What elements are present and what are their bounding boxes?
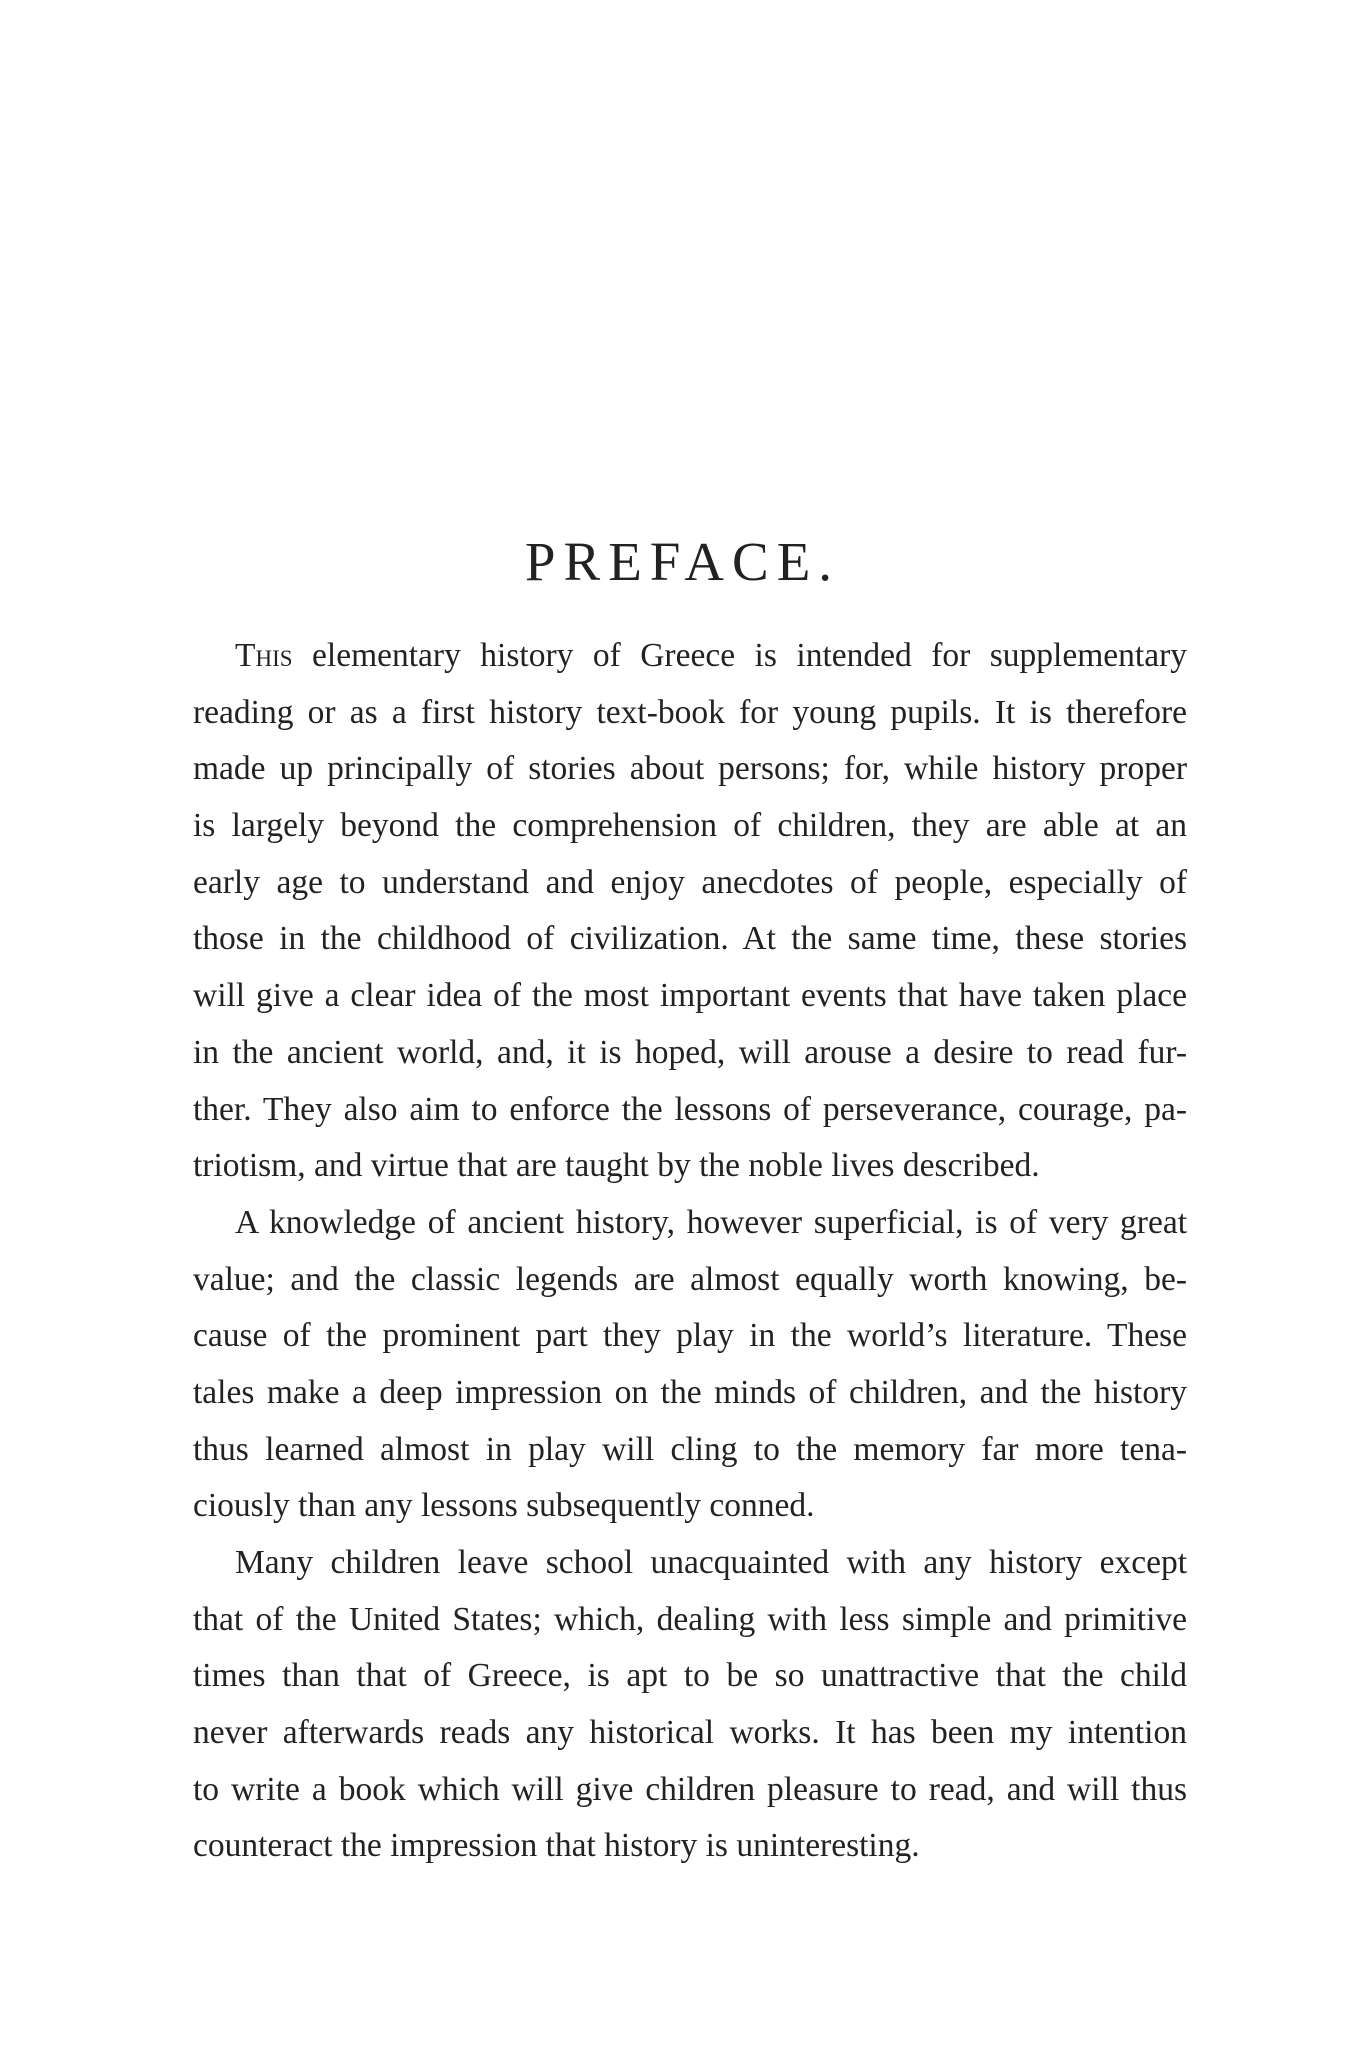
- paragraph-2: [193, 1195, 1187, 1535]
- text-line: ciously than any lessons subsequently conned.: [193, 1487, 815, 1525]
- text-line: in the ancient world, and, it is hoped, will arouse a desire to read fur-: [193, 1033, 1187, 1071]
- text-line: thus learned almost in play will cling to the memory far more tena-: [193, 1430, 1187, 1468]
- text-line: value; and the classic legends are almost equally worth knowing, be-: [193, 1260, 1187, 1298]
- text-line: to write a book which will give children pleasure to read, and will thus: [193, 1770, 1187, 1808]
- preface-body: [193, 628, 1187, 1875]
- text-line: tales make a deep impression on the minds of children, and the history: [193, 1373, 1187, 1411]
- text-line: never afterwards reads any historical works. It has been my intention: [193, 1714, 1187, 1752]
- paragraph-3: [193, 1535, 1187, 1875]
- text-line: times than that of Greece, is apt to be so unattractive that the child: [193, 1657, 1187, 1695]
- text-line: triotism, and virtue that are taught by the noble lives described.: [193, 1147, 1040, 1185]
- text-line: cause of the prominent part they play in the world’s literature. These: [193, 1317, 1187, 1355]
- text-line: Many children leave school unacquainted with any history except: [235, 1544, 1187, 1581]
- page-title: PREFACE.: [524, 531, 841, 592]
- text-line: [193, 628, 1187, 685]
- text-line: reading or as a first history text-book for young pupils. It is therefore: [193, 693, 1187, 731]
- drop-lead-word: This: [235, 637, 293, 674]
- text-line: ther. They also aim to enforce the lessons of perseverance, courage, pa-: [193, 1090, 1187, 1128]
- text-line: is largely beyond the comprehension of children, they are able at an: [193, 807, 1187, 845]
- text-line: early age to understand and enjoy anecdotes of people, especially of: [193, 863, 1187, 901]
- paragraph-1: [193, 628, 1187, 1195]
- text-line: that of the United States; which, dealing with less simple and primitive: [193, 1600, 1187, 1638]
- text-line: counteract the impression that history is uninteresting.: [193, 1827, 920, 1865]
- text-line: made up principally of stories about persons; for, while history proper: [193, 750, 1187, 788]
- text-line: will give a clear idea of the most important events that have taken place: [193, 977, 1187, 1015]
- text-line: those in the childhood of civilization. At the same time, these stories: [193, 920, 1187, 958]
- text-line-content: elementary history of Greece is intended for supplementary: [292, 637, 1187, 674]
- text-line: A knowledge of ancient history, however superficial, is of very great: [235, 1203, 1187, 1241]
